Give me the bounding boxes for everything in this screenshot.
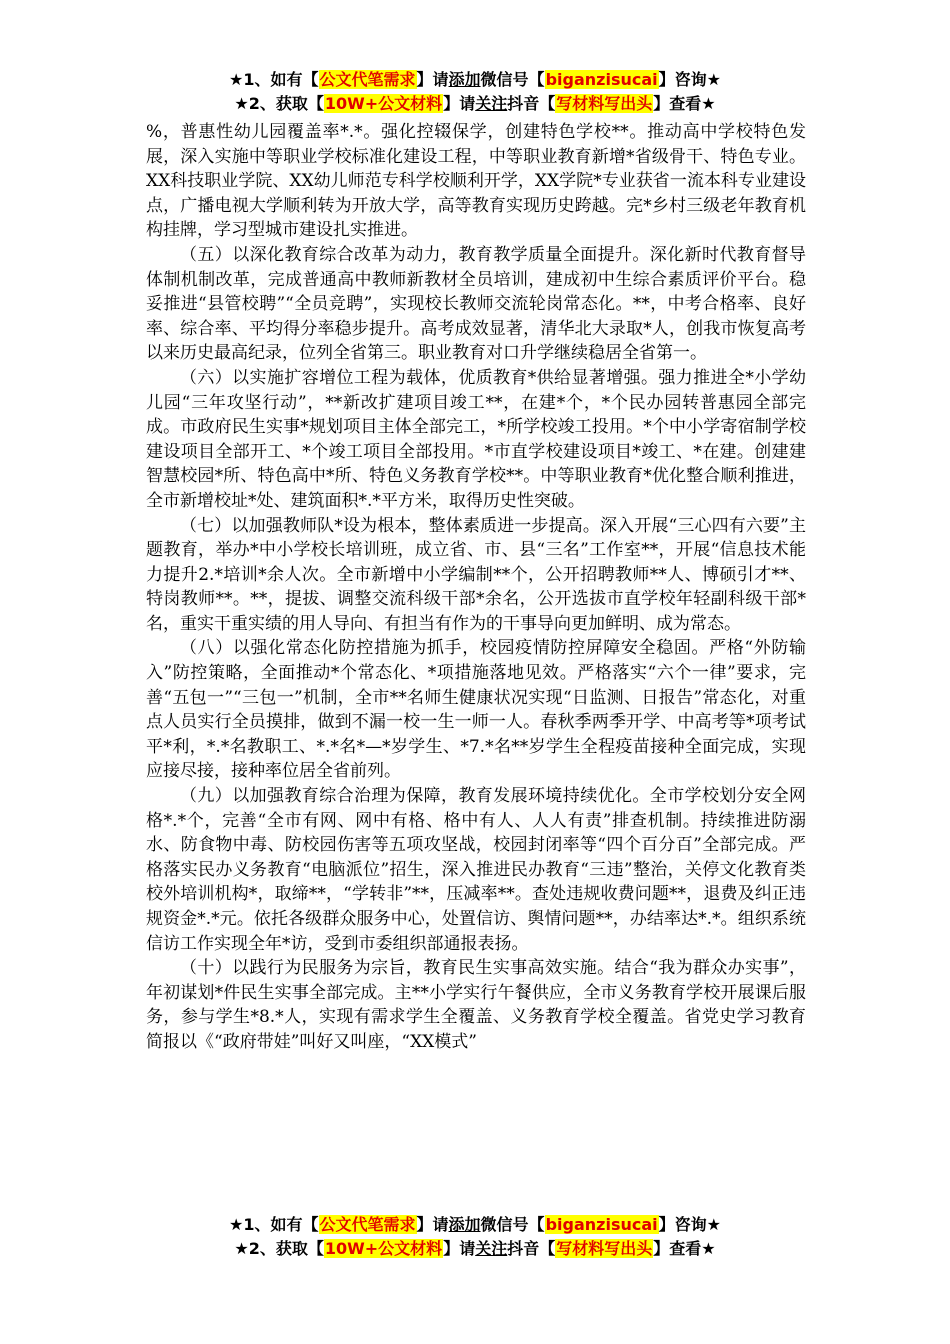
promo-text: ★1、如有【: [229, 1215, 319, 1234]
promo-line-1: [0, 1213, 950, 1237]
promo-text: 】查看★: [653, 1239, 716, 1258]
promo-text: 抖音【: [507, 94, 556, 113]
paragraph: （九）以加强教育综合治理为保障，教育发展环境持续优化。全市学校划分安全网格*.*个，完善“全市有网、网中有格、格中有人、人人有责”排查机制。持续推进防溺水、防食物中毒、防校园伤害等五项攻坚战，校园封闭率等“四个百分百”全部完成。严格落实民办义务教育“电脑派位”招生，深入推进民办教育“三违”整治，关停文化教育类校外培训机构*，取缔**，“学转非”**，压减率**。查处违规收费问题**，退费及纠正违规资金*.*元。依托各级群众服务中心，处置信访、舆情问题**，办结率达*.*。组织系统信访工作实现全年*访，受到市委组织部通报表扬。: [146, 786, 806, 954]
promo-text: 微信号【: [480, 70, 545, 89]
promo-underlined-text: 添加: [448, 1215, 481, 1234]
promo-banner-top: [0, 68, 950, 116]
promo-underlined-text: 关注: [475, 94, 508, 113]
promo-text: 】请: [416, 1215, 449, 1234]
paragraph: （五）以深化教育综合改革为动力，教育教学质量全面提升。深化新时代教育督导体制机制改革，完成普通高中教师新教材全员培训，建成初中生综合素质评价平台。稳妥推进“县管校聘”“全员竞聘”，实现校长教师交流轮岗常态化。**，中考合格率、良好率、综合率、平均得分率稳步提升。高考成效显著，清华北大录取*人，创我市恢复高考以来历史最高纪录，位列全省第三。职业教育对口升学继续稳居全省第一。: [146, 244, 806, 364]
promo-text: ★2、获取【: [234, 1239, 324, 1258]
promo-underlined-text: 添加: [448, 70, 481, 89]
paragraph: （八）以强化常态化防控措施为抓手，校园疫情防控屏障安全稳固。严格“外防输入”防控策略，全面推动*个常态化、*项措施落地见效。严格落实“六个一律”要求，完善“五包一”“三包一”机制，全市**名师生健康状况实现“日监测、日报告”常态化，对重点人员实行全员摸排，做到不漏一校一生一师一人。春秋季两季开学、中高考等*项考试平*利，*.*名教职工、*.*名*—*岁学生、*7.*名**岁学生全程疫苗接种全面完成，实现应接尽接，接种率位居全省前列。: [146, 638, 806, 782]
paragraph: （七）以加强教师队*设为根本，整体素质进一步提高。深入开展“三心四有六要”主题教育，举办*中小学校长培训班，成立省、市、县“三名”工作室**，开展“信息技术能力提升2.*培训*余人次。全市新增中小学编制**个，公开招聘教师**人、博硕引才**、特岗教师**。**，提拔、调整交流科级干部*余名，公开选拔市直学校年轻副科级干部*名，重实干重实绩的用人导向、有担当有作为的干事导向更加鲜明、成为常态。: [146, 515, 806, 634]
promo-text: 】咨询★: [658, 1215, 721, 1234]
paragraph: （十）以践行为民服务为宗旨，教育民生实事高效实施。结合“我为群众办实事”，年初谋划*件民生实事全部完成。主**小学实行午餐供应，全市义务教育学校开展课后服务，参与学生*8.*人，实现有需求学生全覆盖、义务教育学校全覆盖。省党史学习教育简报以《“政府带娃”叫好又叫座，“XX模式”: [146, 958, 806, 1052]
promo-highlight: biganzisucai: [545, 1215, 658, 1234]
promo-highlight: 10W+公文材料: [324, 1239, 443, 1258]
paragraph: （六）以实施扩容增位工程为载体，优质教育*供给显著增强。强力推进全*小学幼儿园“三年攻坚行动”，**新改扩建项目竣工**，在建*个，*个民办园转普惠园全部完成。市政府民生实事*规划项目主体全部完工，*所学校竣工投用。*个中小学寄宿制学校建设项目全部开工、*个竣工项目全部投用。*市直学校建设项目*竣工、*在建。创建建智慧校园*所、特色高中*所、特色义务教育学校**。中等职业教育*优化整合顺利推进，全市新增校址*处、建筑面积*.*平方米，取得历史性突破。: [146, 367, 806, 511]
promo-text: 抖音【: [507, 1239, 556, 1258]
promo-text: 】查看★: [653, 94, 716, 113]
promo-highlight: 公文代笔需求: [319, 70, 416, 89]
promo-highlight: 公文代笔需求: [319, 1215, 416, 1234]
promo-text: 】咨询★: [658, 70, 721, 89]
promo-highlight: 10W+公文材料: [324, 94, 443, 113]
promo-highlight: 写材料写出头: [556, 1239, 653, 1258]
promo-line-2: [0, 1237, 950, 1261]
promo-text: 微信号【: [480, 1215, 545, 1234]
promo-highlight: 写材料写出头: [556, 94, 653, 113]
promo-line-2: [0, 92, 950, 116]
document-body: [146, 120, 806, 1055]
promo-highlight: biganzisucai: [545, 70, 658, 89]
promo-text: 】请: [443, 94, 476, 113]
promo-line-1: [0, 68, 950, 92]
promo-text: 】请: [416, 70, 449, 89]
paragraph: %，普惠性幼儿园覆盖率*.*。强化控辍保学，创建特色学校**。推动高中学校特色发展，深入实施中等职业学校标准化建设工程，中等职业教育新增*省级骨干、特色专业。XX科技职业学院、XX幼儿师范专科学校顺利开学，XX学院*专业获省一流本科专业建设点，广播电视大学顺利转为开放大学，高等教育实现历史跨越。完*乡村三级老年教育机构挂牌，学习型城市建设扎实推进。: [146, 122, 806, 241]
promo-banner-bottom: [0, 1213, 950, 1261]
promo-underlined-text: 关注: [475, 1239, 508, 1258]
promo-text: ★1、如有【: [229, 70, 319, 89]
promo-text: 】请: [443, 1239, 476, 1258]
promo-text: ★2、获取【: [234, 94, 324, 113]
